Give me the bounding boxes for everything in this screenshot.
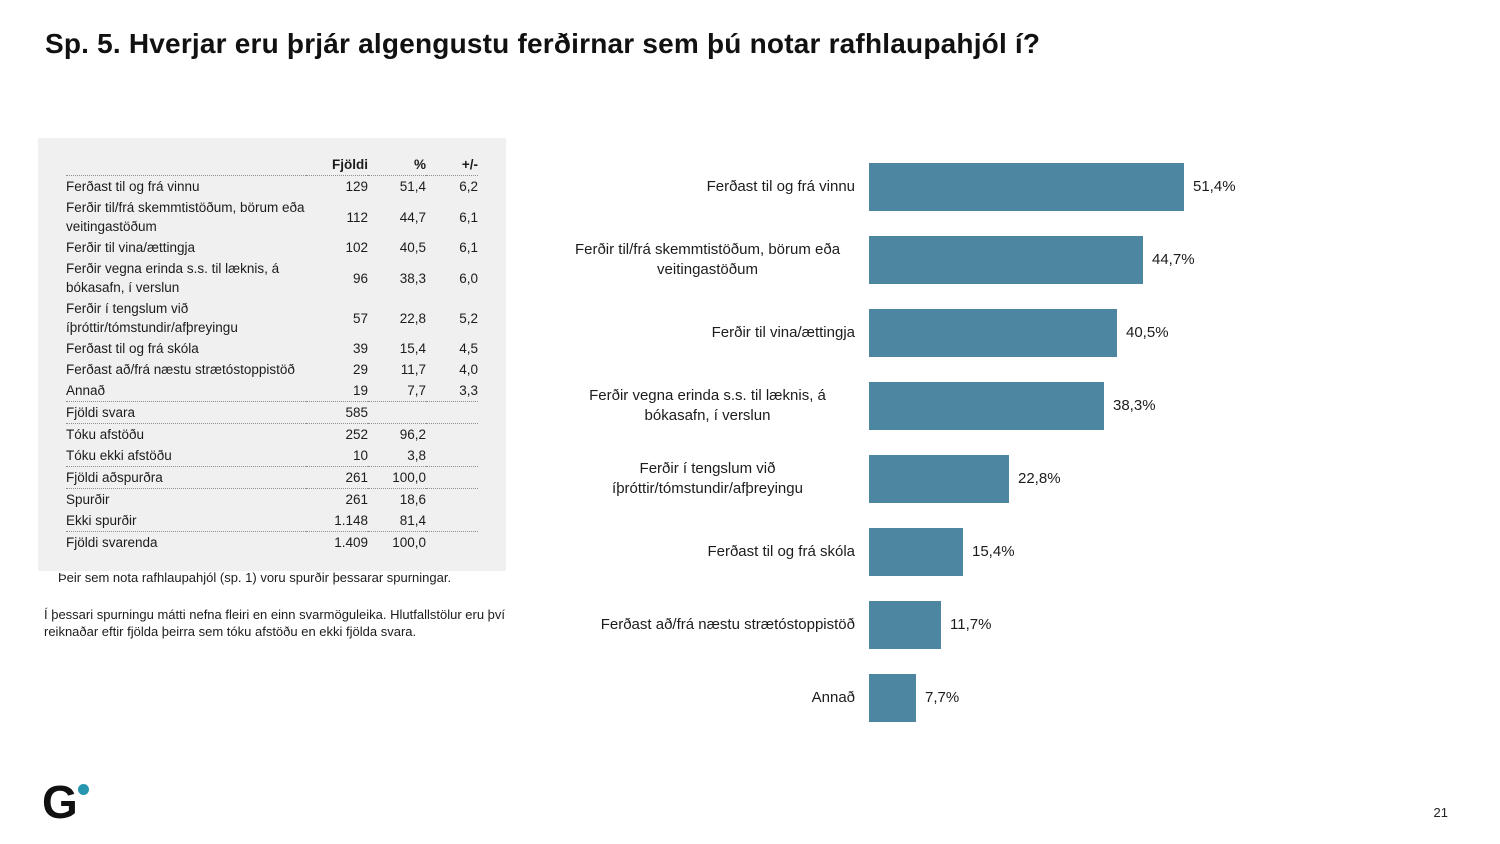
chart-category-label: Ferðir til vina/ættingja [711, 323, 855, 341]
bar-chart [560, 150, 1440, 734]
gallup-logo [42, 778, 102, 830]
table-summary-row: Tóku afstöðu 252 96,2 [66, 427, 426, 442]
chart-bar [869, 674, 916, 722]
table-summary-row: Fjöldi svarenda 1.409 100,0 [66, 535, 426, 550]
logo-letter: G [42, 776, 77, 828]
chart-bar [869, 236, 1143, 284]
table-row: Ferðir til vina/ættingja 102 40,5 6,1 [66, 240, 478, 255]
chart-row [560, 442, 1440, 515]
table-row: Annað 19 7,7 3,3 [66, 380, 478, 402]
table-row: Ferðast að/frá næstu strætóstoppistöð 29 11,7 4,0 [66, 362, 478, 377]
page-title: Sp. 5. Hverjar eru þrjár algengustu ferðirnar sem þú notar rafhlaupahjól í? [45, 28, 1041, 59]
table-summary-row: Fjöldi aðspurðra 261 100,0 [66, 467, 478, 489]
table-summary-row: Fjöldi svara 585 [66, 402, 478, 424]
chart-category-label: Ferðir vegna erinda s.s. til læknis, á bókasafn, í verslun [589, 386, 826, 424]
table-row: Ferðast til og frá skóla 39 15,4 4,5 [66, 341, 478, 356]
table-header-row [66, 154, 478, 176]
chart-bar [869, 601, 941, 649]
table-row: Ferðir vegna erinda s.s. til læknis, á bókasafn, í verslun 96 38,3 6,0 [66, 261, 478, 295]
header-moe-cell: +/- [426, 154, 478, 176]
chart-category-label: Ferðast að/frá næstu strætóstoppistöð [600, 615, 855, 633]
chart-row [560, 223, 1440, 296]
chart-category-label: Ferðast til og frá vinnu [706, 177, 855, 195]
page-number: 21 [1433, 805, 1448, 820]
table-summary-row: Spurðir 261 18,6 [66, 492, 426, 507]
chart-value-label: 51,4% [1193, 178, 1236, 195]
table-summary-row: Ekki spurðir 1.148 81,4 [66, 510, 478, 532]
results-table-panel [38, 138, 506, 571]
chart-row [560, 369, 1440, 442]
chart-value-label: 38,3% [1113, 397, 1156, 414]
chart-category-label: Ferðir í tengslum við íþróttir/tómstundir/afþreyingu [612, 459, 803, 497]
chart-bar [869, 309, 1117, 357]
chart-value-label: 11,7% [950, 616, 992, 633]
header-percent-cell: % [368, 154, 426, 176]
chart-value-label: 7,7% [925, 689, 960, 706]
chart-value-label: 44,7% [1152, 251, 1195, 268]
chart-row [560, 515, 1440, 588]
chart-row [560, 150, 1440, 223]
chart-category-label: Annað [811, 688, 855, 706]
header-count-cell: Fjöldi [306, 154, 368, 176]
chart-bar [869, 382, 1104, 430]
logo-dot-icon [78, 784, 89, 795]
chart-value-label: 40,5% [1126, 324, 1169, 341]
table-row: Ferðir til/frá skemmtistöðum, börum eða veitingastöðum 112 44,7 6,1 [66, 200, 478, 234]
chart-bar [869, 163, 1184, 211]
table-row: Ferðir í tengslum við íþróttir/tómstundir/afþreyingu 57 22,8 5,2 [66, 301, 478, 335]
chart-row [560, 588, 1440, 661]
chart-bar [869, 528, 963, 576]
footnote-filter: Þeir sem nota rafhlaupahjól (sp. 1) voru spurðir þessarar spurningar. [58, 570, 452, 585]
chart-category-label: Ferðir til/frá skemmtistöðum, börum eða veitingastöðum [574, 240, 841, 278]
chart-value-label: 22,8% [1018, 470, 1061, 487]
results-table [66, 154, 478, 553]
chart-value-label: 15,4% [972, 543, 1015, 560]
table-row: Ferðast til og frá vinnu 129 51,4 6,2 [66, 179, 478, 194]
footnote-method: Í þessari spurningu mátti nefna fleiri en einn svarmöguleika. Hlutfallstölur eru því reiknaðar eftir fjölda þeirra sem tóku afstöðu en ekki fjölda svara. [44, 607, 506, 639]
chart-row [560, 296, 1440, 369]
table-summary-row: Tóku ekki afstöðu 10 3,8 [66, 445, 478, 467]
chart-bar [869, 455, 1009, 503]
chart-category-label: Ferðast til og frá skóla [707, 542, 855, 560]
header-label-cell [66, 154, 306, 176]
chart-row [560, 661, 1440, 734]
